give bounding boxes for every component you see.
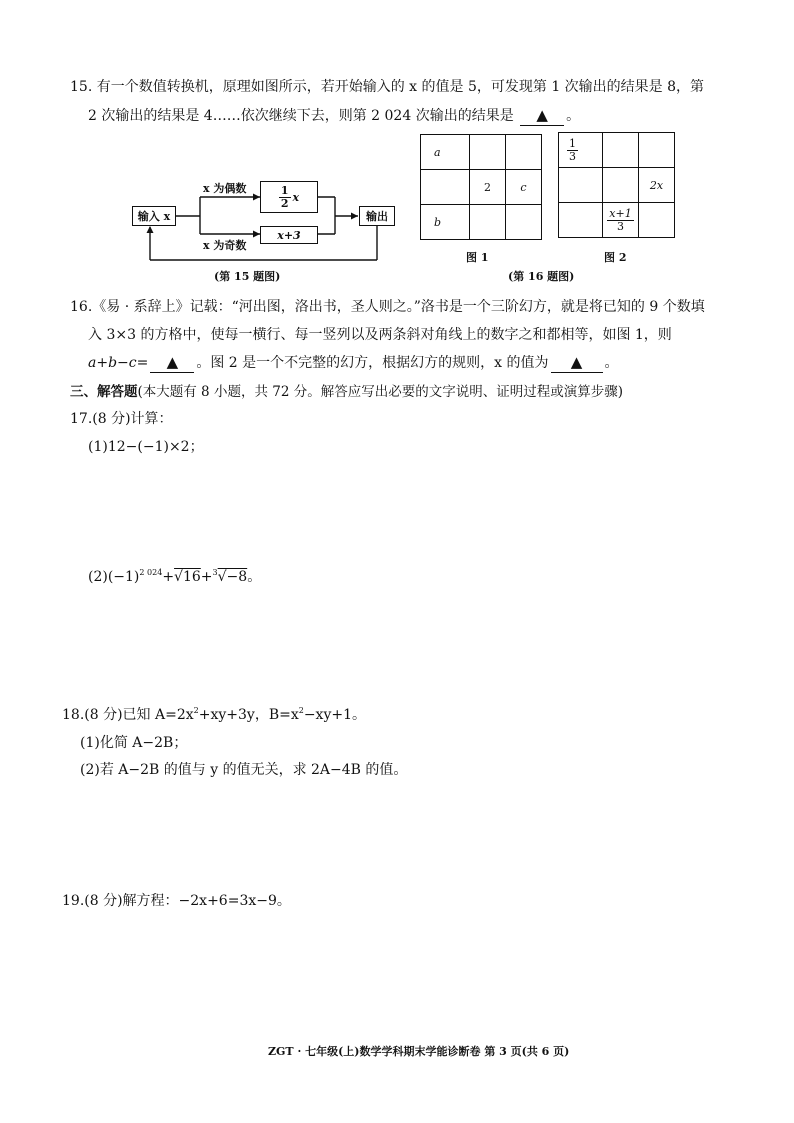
q16-line2: 入 3×3 的方格中，使每一横行、每一竖列以及两条斜对角线上的数字之和都相等，如图 1，则 xyxy=(88,327,672,343)
half-num: 1 xyxy=(280,183,289,197)
odd-label: x 为奇数 xyxy=(203,239,247,252)
x-plus-3-box xyxy=(260,226,318,244)
half-var: x xyxy=(292,190,300,204)
q16-line3-mid: 。图 2 是一个不完整的幻方，根据幻方的规则，x 的值为 xyxy=(196,355,549,371)
q17-p2-end: 。 xyxy=(247,569,262,585)
q17-head: 17.(8 分)计算： xyxy=(70,411,173,427)
q15-line2 xyxy=(88,105,580,126)
q16-blank-2[interactable] xyxy=(551,353,603,373)
q19-head: 19.(8 分)解方程：−2x+6=3x−9。 xyxy=(62,893,291,909)
q17-part2 xyxy=(88,566,261,586)
q16-blank-1[interactable] xyxy=(150,353,194,373)
xp1-den: 3 xyxy=(616,219,624,233)
section-3-title: 三、解答题 xyxy=(70,384,138,400)
cell-two-x: 2x xyxy=(649,178,664,192)
section-3-heading xyxy=(70,380,623,400)
xp1-num: x+1 xyxy=(609,206,632,220)
fig1-label: 图 1 xyxy=(466,251,489,264)
cell-x-plus-1-over-3 xyxy=(607,208,633,233)
q18-head-c: −xy+1。 xyxy=(303,707,367,723)
input-x-box: 输入 x xyxy=(132,206,176,226)
cell-b: b xyxy=(434,215,442,229)
cell-two: 2 xyxy=(484,180,491,194)
answer-triangle-icon: ▲ xyxy=(536,106,548,124)
answer-triangle-icon: ▲ xyxy=(166,353,179,371)
one-third-den: 3 xyxy=(569,149,576,163)
page-footer: ZGT · 七年级(上)数学学科期末学能诊断卷 第 3 页(共 6 页) xyxy=(268,1045,570,1058)
q18-part1: (1)化简 A−2B； xyxy=(80,735,188,751)
q17-p2-plus1: + xyxy=(162,569,175,585)
answer-triangle-icon: ▲ xyxy=(570,353,583,371)
q15-line1: 15. 有一个数值转换机，原理如图所示，若开始输入的 x 的值是 5，可发现第 1 次输出的结果是 8，第 xyxy=(70,79,705,95)
half-den: 2 xyxy=(280,196,289,210)
q17-p2-exp: 2 024 xyxy=(139,568,163,577)
fig15-caption: (第 15 题图) xyxy=(214,270,281,283)
section-3-desc: (本大题有 8 小题，共 72 分。解答应写出必要的文字说明、证明过程或演算步骤) xyxy=(137,384,623,400)
cell-c: c xyxy=(520,180,527,194)
q15-line2-text: 2 次输出的结果是 4……依次继续下去，则第 2 024 次输出的结果是 xyxy=(88,108,514,124)
q17-p2-base: (2)(−1) xyxy=(88,569,140,585)
q18-part2: (2)若 A−2B 的值与 y 的值无关，求 2A−4B 的值。 xyxy=(80,762,408,778)
cell-a: a xyxy=(434,145,441,159)
q15-answer-blank[interactable] xyxy=(520,106,564,126)
q18-sup2: 2 xyxy=(298,706,304,715)
output-box: 输出 xyxy=(359,206,395,226)
q17-p2-cbrt: √−8 xyxy=(217,569,248,585)
q16-line3 xyxy=(88,352,619,373)
q18-sup1: 2 xyxy=(193,706,199,715)
fig2-label: 图 2 xyxy=(604,251,627,264)
even-label: x 为偶数 xyxy=(203,182,247,195)
q16-end: 。 xyxy=(604,355,619,371)
half-fraction xyxy=(279,185,291,210)
magic-square-fig2 xyxy=(558,132,675,238)
one-third-num: 1 xyxy=(569,136,576,150)
q15-end: 。 xyxy=(566,108,581,124)
q17-p2-plus2: + xyxy=(200,569,213,585)
q18-head-a: 18.(8 分)已知 A=2x xyxy=(62,707,194,723)
half-x-box xyxy=(260,181,318,213)
q16-expr: a+b−c= xyxy=(88,355,149,371)
x-plus-3-text: x+3 xyxy=(277,228,301,242)
q18-head-b: +xy+3y，B=x xyxy=(198,707,299,723)
q18-head xyxy=(62,704,366,724)
cell-one-third xyxy=(567,138,578,163)
magic-square-fig1 xyxy=(420,134,542,240)
q16-line1: 16.《易 · 系辞上》记载：“河出图，洛出书，圣人则之。”洛书是一个三阶幻方，就是将已知的 9 个数填 xyxy=(70,299,705,315)
q17-p2-sqrt: √16 xyxy=(174,569,201,585)
q17-p2-cbrt-index: 3 xyxy=(212,568,218,577)
q17-part1: (1)12−(−1)×2； xyxy=(88,439,204,455)
fig16-caption: (第 16 题图) xyxy=(508,270,575,283)
